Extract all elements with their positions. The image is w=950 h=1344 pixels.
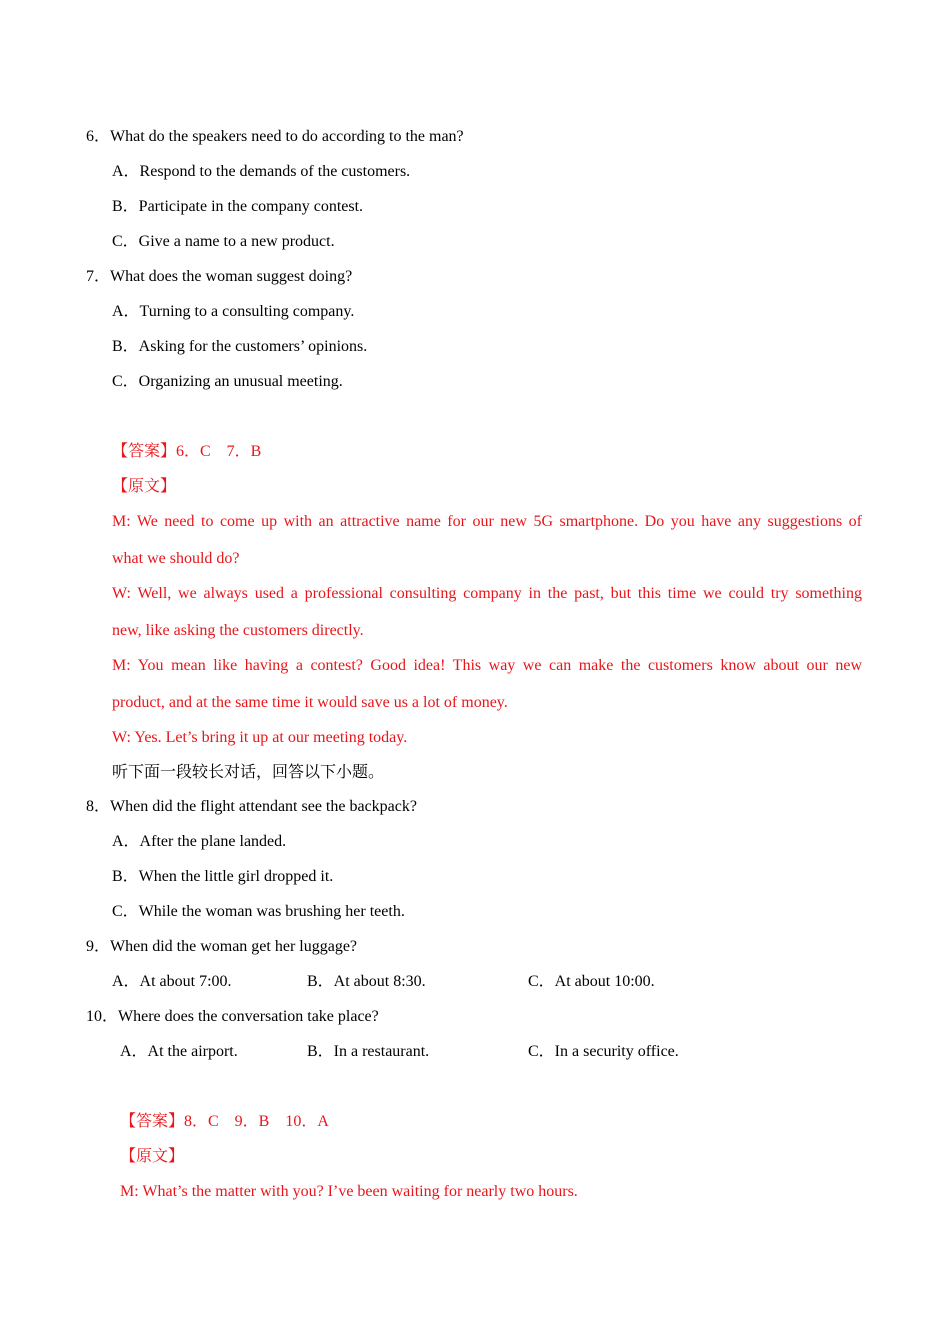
question-6-option-a: A．Respond to the demands of the customers.	[112, 163, 411, 180]
question-10-option-b: B．In a restaurant.	[307, 1043, 430, 1060]
question-10-option-c: C．In a security office.	[528, 1043, 679, 1060]
question-8-stem: 8．When did the flight attendant see the backpack?	[86, 798, 417, 815]
question-10-option-a: A．At the airport.	[120, 1043, 238, 1060]
question-7-option-b: B．Asking for the customers’ opinions.	[112, 338, 368, 355]
listening-instruction: 听下面一段较长对话，回答以下小题。	[112, 764, 385, 781]
question-8-option-c: C．While the woman was brushing her teeth.	[112, 903, 405, 920]
question-10-stem: 10．Where does the conversation take place?	[86, 1008, 379, 1025]
question-9-stem: 9．When did the woman get her luggage?	[86, 938, 358, 955]
question-9-option-c: C．At about 10:00.	[528, 973, 655, 990]
answer-label-1: 【答案】6．C 7．B	[112, 443, 262, 460]
answer-label-2: 【答案】8．C 9．B 10．A	[120, 1113, 329, 1130]
transcript-line-3: W: Well, we always used a professional consulting company in the past, but this time we could try something	[112, 585, 862, 602]
question-6-stem: 6．What do the speakers need to do according to the man?	[86, 128, 464, 145]
transcript-line-4: new, like asking the customers directly.	[112, 622, 364, 639]
question-9-option-b: B．At about 8:30.	[307, 973, 426, 990]
source-label-2: 【原文】	[120, 1148, 185, 1165]
question-7-option-c: C．Organizing an unusual meeting.	[112, 373, 343, 390]
question-7-stem: 7．What does the woman suggest doing?	[86, 268, 353, 285]
source-label-1: 【原文】	[112, 478, 177, 495]
question-6-option-c: C．Give a name to a new product.	[112, 233, 335, 250]
question-8-option-a: A．After the plane landed.	[112, 833, 287, 850]
question-9-option-a: A．At about 7:00.	[112, 973, 232, 990]
transcript-line-6: product, and at the same time it would save us a lot of money.	[112, 694, 508, 711]
question-8-option-b: B．When the little girl dropped it.	[112, 868, 334, 885]
question-6-option-b: B．Participate in the company contest.	[112, 198, 364, 215]
question-7-option-a: A．Turning to a consulting company.	[112, 303, 355, 320]
transcript-line-1: M: We need to come up with an attractive name for our new 5G smartphone. Do you have any suggestions of	[112, 513, 862, 530]
transcript-line-5: M: You mean like having a contest? Good idea! This way we can make the customers know about our new	[112, 657, 862, 674]
transcript-2-line-1: M: What’s the matter with you? I’ve been waiting for nearly two hours.	[120, 1183, 578, 1200]
transcript-line-7: W: Yes. Let’s bring it up at our meeting today.	[112, 729, 408, 746]
transcript-line-2: what we should do?	[112, 550, 240, 567]
